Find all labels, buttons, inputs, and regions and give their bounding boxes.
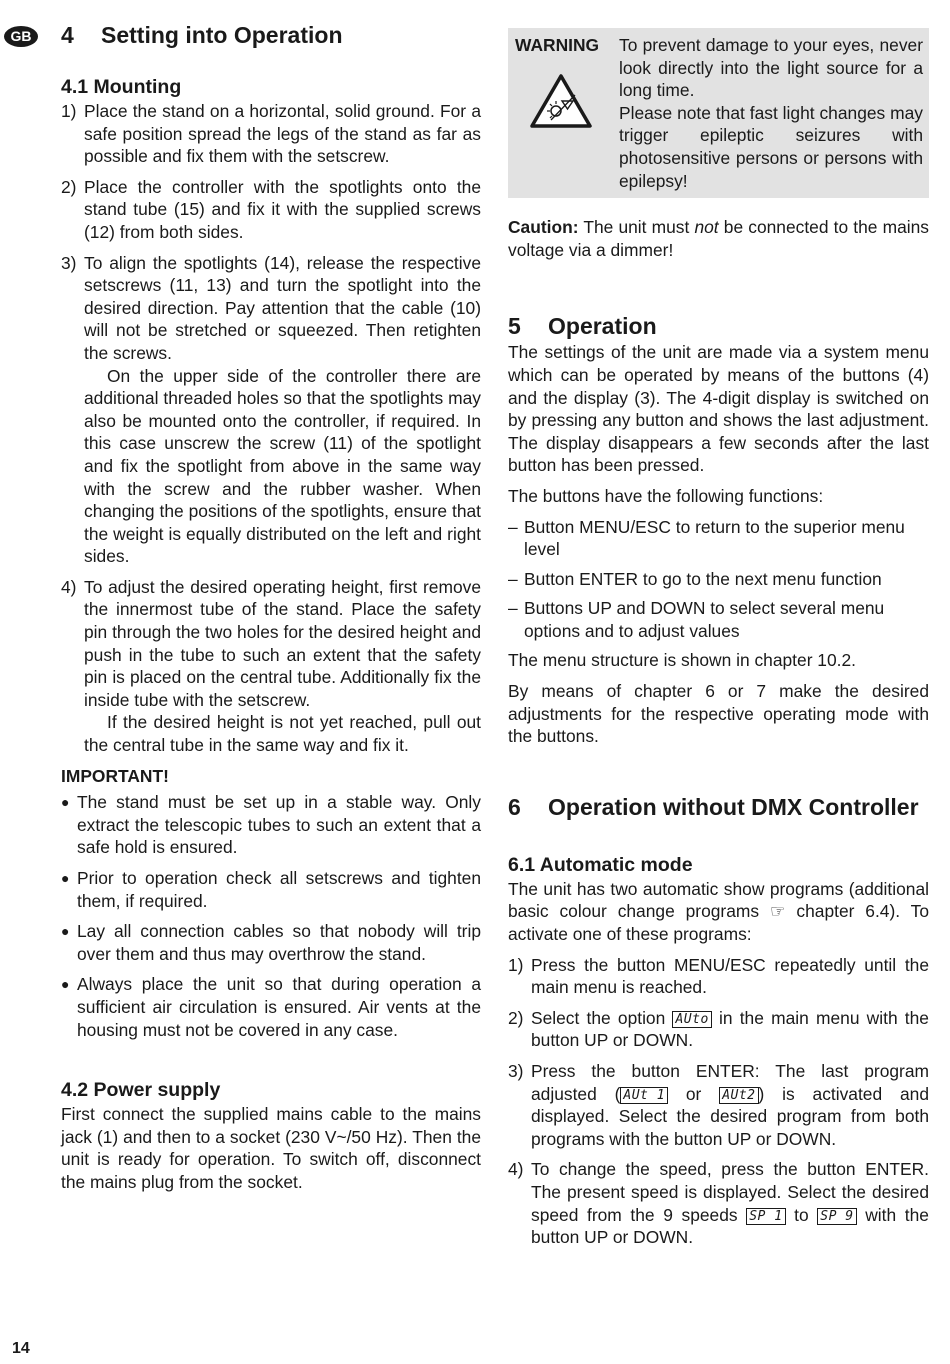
paragraph: The settings of the unit are made via a system menu which can be operated by means of the buttons (4) and the display (3). The 4-digit display is switched on by pressing any button and shows the last adjustment. The display disappears a few seconds after the last button has been pressed. — [508, 342, 929, 476]
page-number: 14 — [12, 1340, 30, 1357]
section-4-heading — [61, 20, 481, 50]
caution-label: Caution: — [508, 217, 579, 238]
caution-text: be connected to the mains voltage via a dimmer! — [508, 217, 929, 260]
dash-marker: – — [508, 598, 518, 619]
section-title: Setting into Operation — [101, 22, 343, 48]
list-item — [508, 1158, 929, 1248]
item-text: Press the button MENU/ESC repeatedly until the main menu is reached. — [531, 954, 929, 998]
section-4-1-heading: 4.1 Mounting — [61, 76, 182, 98]
bullet-dot-icon: ● — [61, 794, 70, 811]
warning-text: To prevent damage to your eyes, never look directly into the light source for a long time. — [619, 35, 923, 101]
dash-text: Button ENTER to go to the next menu function — [524, 568, 882, 589]
section-title: Operation without DMX Controller — [548, 793, 919, 820]
section-4-2-heading: 4.2 Power supply — [61, 1079, 221, 1102]
section-number: 5 — [508, 313, 521, 340]
list-item — [61, 576, 481, 757]
list-item — [61, 252, 481, 568]
bullet-dot-icon: ● — [61, 870, 70, 886]
bullet-text: The stand must be set up in a stable way. Only extract the telescopic tubes to such an extent that a safe hold is ensured. — [77, 792, 481, 858]
bullet-item — [61, 867, 481, 912]
item-number: 2) — [508, 1007, 524, 1028]
bullet-text: Lay all connection cables so that nobody will trip over them and thus may overthrow the stand. — [77, 921, 481, 964]
item-text: To change the speed, press the button ENTER. The present speed is displayed. Select the desired speed from the 9 speeds SP 1 to SP 9 with the button UP or DOWN. — [531, 1159, 929, 1248]
display-segment: AUto — [672, 1011, 711, 1028]
language-badge: GB — [4, 26, 38, 47]
warning-text: Please note that fast light changes may trigger epileptic seizures with photosensitive persons or persons with epilepsy! — [619, 102, 923, 191]
warning-box — [508, 28, 929, 198]
display-segment: SP 9 — [817, 1208, 856, 1225]
bullet-item — [61, 920, 481, 965]
dash-item — [508, 568, 929, 591]
dash-item — [508, 597, 929, 642]
section-number: 6 — [508, 793, 521, 820]
paragraph-text: The unit has two automatic show programs (additional basic colour change programs — [508, 878, 929, 922]
paragraph-text: chapter 6.4). To activate one of these programs: — [508, 901, 929, 945]
item-number: 3) — [508, 1061, 524, 1081]
item-text: To align the spotlights (14), release the respective setscrews (11, 13) and turn the spotlight into the desired direction. Pay attention that the cable (10) will not be stretched or squeezed. Then retighten the screws. — [84, 252, 481, 363]
paragraph: The menu structure is shown in chapter 10.2. — [508, 650, 856, 671]
item-number: 1) — [61, 101, 77, 121]
bullet-item — [61, 791, 481, 859]
dash-text: Button MENU/ESC to return to the superior menu level — [524, 516, 905, 560]
section-number: 4 — [61, 22, 74, 48]
section-5-heading — [508, 311, 929, 341]
dash-item — [508, 516, 929, 561]
dash-marker: – — [508, 568, 518, 589]
paragraph: The buttons have the following functions: — [508, 485, 824, 506]
item-number: 1) — [508, 954, 524, 975]
item-text: Place the controller with the spotlights onto the stand tube (15) and fix it with the supplied screws (12) from both sides. — [84, 176, 481, 242]
display-segment: AUt 1 — [620, 1087, 668, 1104]
bullet-item — [61, 973, 481, 1041]
caution-paragraph — [508, 216, 929, 261]
caution-text: The unit must — [583, 217, 690, 238]
warning-triangle-icon — [529, 73, 619, 135]
item-text: Select the option AUto in the main menu with the button UP or DOWN. — [531, 1007, 929, 1051]
warning-label: WARNING — [515, 35, 600, 55]
display-segment: AUt2 — [719, 1087, 758, 1104]
item-continuation: If the desired height is not yet reached, pull out the central tube in the same way and fix it. — [84, 712, 481, 756]
bullet-dot-icon: ● — [61, 923, 70, 940]
list-item — [508, 1007, 929, 1052]
bullet-text: Always place the unit so that during operation a sufficient air circulation is ensured. Air vents at the housing must not be covered in any case. — [77, 974, 481, 1040]
dash-marker: – — [508, 516, 518, 537]
dash-text: Buttons UP and DOWN to select several menu options and to adjust values — [524, 598, 885, 641]
item-number: 4) — [61, 576, 77, 597]
list-item — [508, 1060, 929, 1150]
section-6-1-heading: 6.1 Automatic mode — [508, 853, 693, 876]
list-item — [61, 176, 481, 244]
paragraph — [508, 878, 929, 946]
item-number: 3) — [61, 252, 77, 273]
section-title: Operation — [548, 313, 657, 340]
caution-emphasis: not — [694, 217, 719, 238]
power-paragraph: First connect the supplied mains cable to the mains jack (1) and then to a socket (230 V~/50 Hz). Then the unit is ready for operation. To switch off, disconnect the mains plug from the socket. — [61, 1104, 481, 1192]
list-item — [508, 954, 929, 999]
display-segment: SP 1 — [746, 1208, 785, 1225]
item-number: 4) — [508, 1159, 524, 1180]
left-column — [61, 20, 481, 1202]
item-continuation: On the upper side of the controller there are additional threaded holes so that the spotlights may also be mounted onto the controller, if required. In this case unscrew the screw (11) of the spotlight and fix the spotlight from above in the same way with the screw and the rubber washer. When changing the positions of the spotlights, ensure that the weight is equally distributed on the left and right sides. — [84, 365, 481, 567]
list-item — [61, 100, 481, 168]
item-number: 2) — [61, 176, 77, 197]
paragraph: By means of chapter 6 or 7 make the desired adjustments for the respective operating mode with the buttons. — [508, 681, 929, 747]
item-text: Place the stand on a horizontal, solid ground. For a safe position spread the legs of the stand as far as possible and fix them with the setscrew. — [84, 101, 481, 167]
item-text: To adjust the desired operating height, first remove the innermost tube of the stand. Place the safety pin through the two holes for the desired height and push in the tube to such an extent that the safety pin is placed on the central tube. Additionally fix the inside tube with the setscrew. — [84, 576, 481, 710]
bullet-text: Prior to operation check all setscrews and tighten them, if required. — [77, 868, 481, 911]
pointing-hand-icon: ☞ — [769, 901, 786, 922]
item-text: Press the button ENTER: The last program adjusted ( AUt 1 or AUt2 ) is activated and displayed. Select the desired program from both programs with the button UP or DOWN. — [531, 1061, 929, 1149]
section-6-heading — [508, 792, 929, 822]
right-column — [508, 28, 929, 1257]
bullet-dot-icon: ● — [61, 976, 70, 993]
important-heading: IMPORTANT! — [61, 765, 169, 786]
